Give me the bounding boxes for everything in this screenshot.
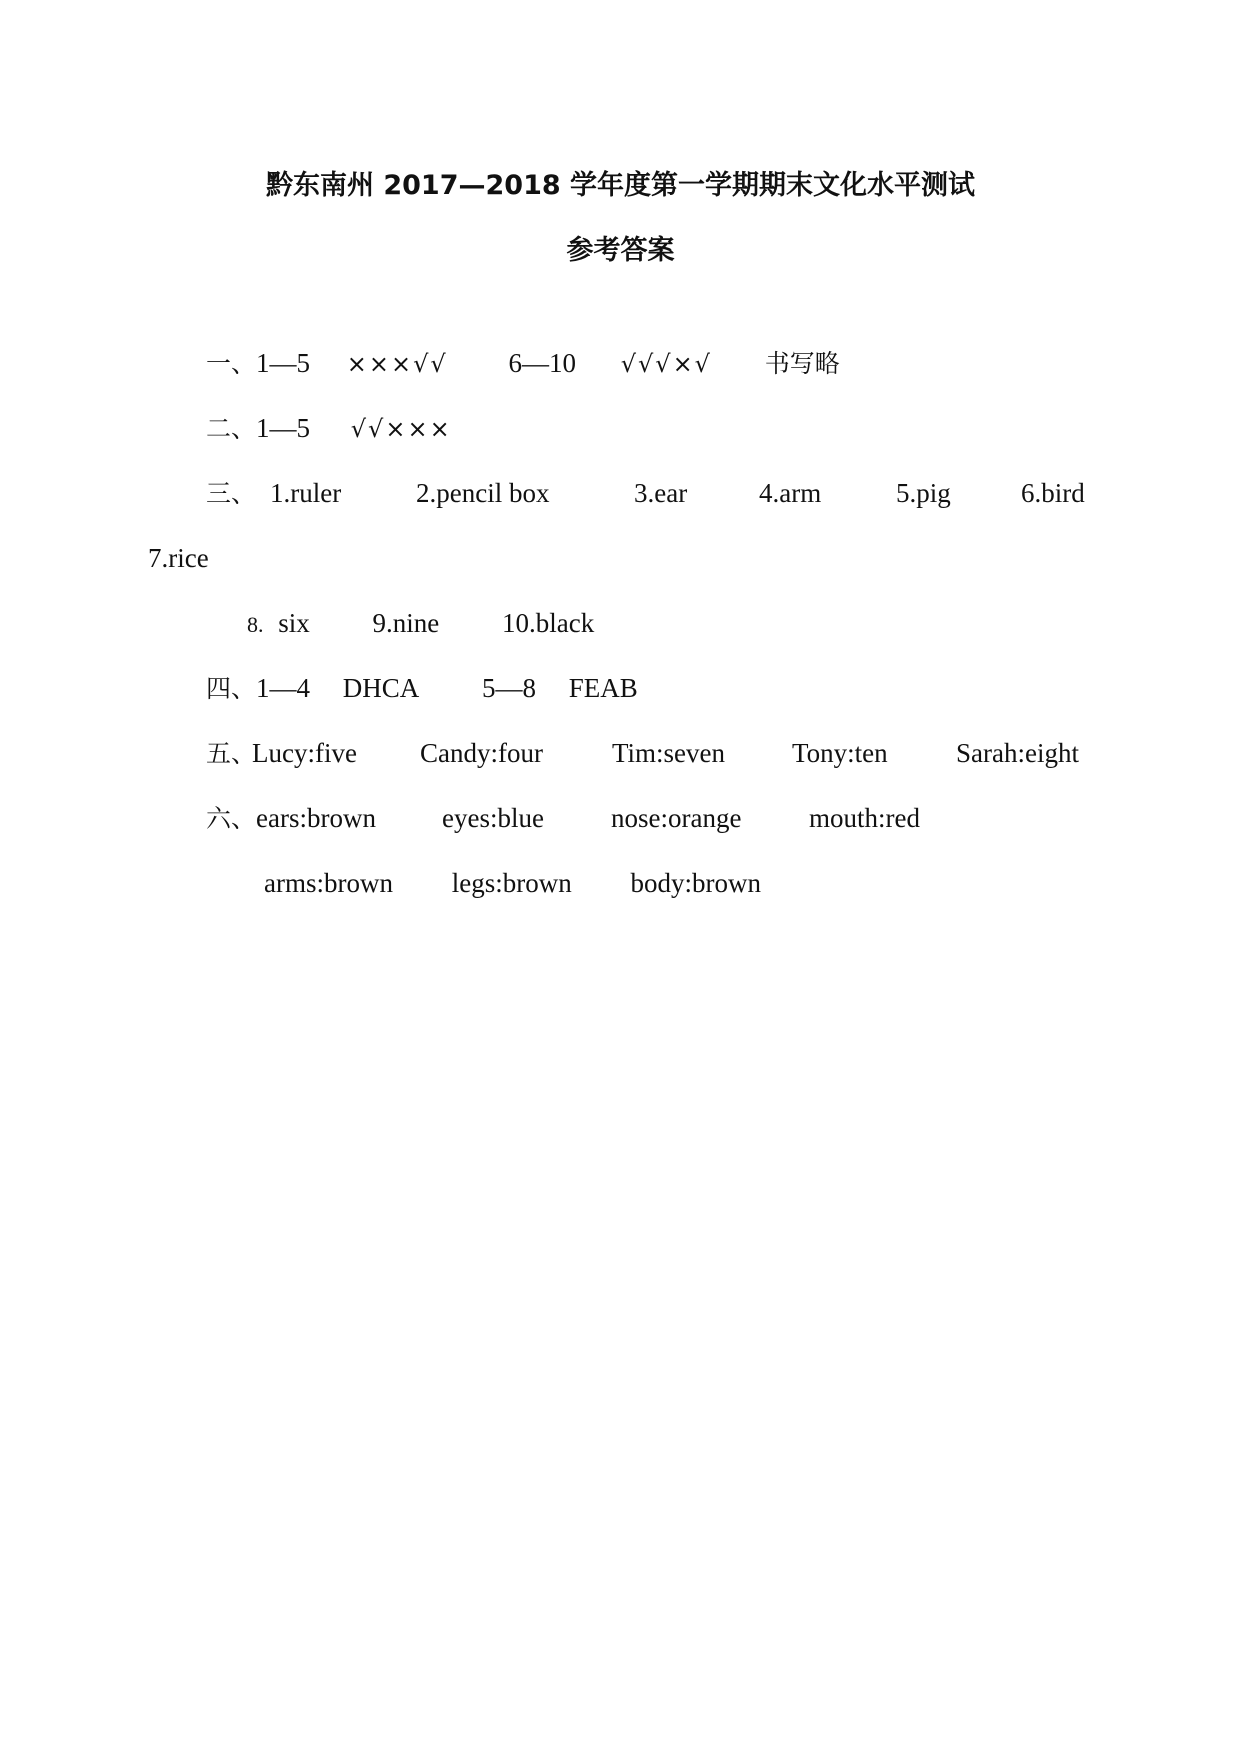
section-3-item-2: 2.pencil box [416,478,550,508]
section-6-item-2: eyes:blue [442,803,544,833]
section-5-item-4: Tony:ten [792,738,888,768]
section-6-row-2 [264,866,761,900]
section-3-row-1 [206,476,1085,511]
section-6-item-5: arms:brown [264,868,393,898]
section-4-answer-a: DHCA [342,673,420,703]
section-1-range-a: 1—5 [256,348,311,378]
section-4-range-b: 5—8 [482,673,537,703]
section-4-row [206,671,638,706]
section-1-label: 一、 [206,349,257,378]
section-4-range-a: 1—4 [256,673,311,703]
section-2-range-a: 1—5 [256,413,311,443]
section-2-label: 二、 [206,414,257,443]
section-3-item-3: 3.ear [634,478,688,508]
document-title: 黔东南州 2017—2018 学年度第一学期期末文化水平测试 [265,170,976,201]
section-4-answer-b: FEAB [568,673,638,703]
section-1-note: 书写略 [764,349,840,378]
section-5-row [206,736,1079,771]
section-3-item-8-word: six [278,608,310,638]
section-5-item-5: Sarah:eight [956,738,1079,768]
section-3-row-2 [148,541,209,575]
section-6-label: 六、 [206,804,257,833]
section-2-marks-a: √√××× [350,415,452,443]
section-3-item-1: 1.ruler [270,478,342,508]
section-2-row [206,411,452,446]
document-subtitle: 参考答案 [566,235,675,266]
section-3-item-9: 9.nine [372,608,440,638]
section-6-item-6: legs:brown [451,868,572,898]
section-3-item-6: 6.bird [1021,478,1085,508]
section-5-item-2: Candy:four [420,738,543,768]
section-1-marks-a: ×××√√ [346,350,448,378]
section-3-item-10: 10.black [502,608,595,638]
section-3-row-3 [247,606,594,642]
section-4-label: 四、 [206,674,257,703]
section-3-label: 三、 [206,479,257,508]
section-6-item-3: nose:orange [611,803,742,833]
section-1-range-b: 6—10 [508,348,576,378]
section-3-item-7: 7.rice [148,543,209,573]
section-6-row-1 [206,801,920,836]
section-3-item-4: 4.arm [759,478,822,508]
section-6-item-7: body:brown [630,868,761,898]
section-5-item-1: Lucy:five [252,738,357,768]
section-1-row [206,346,840,381]
section-3-item-5: 5.pig [896,478,951,508]
section-1-marks-b: √√√×√ [620,350,712,378]
section-3-item-8-number: 8. [247,612,264,637]
section-5-label: 五、 [206,739,257,768]
section-6-item-4: mouth:red [809,803,920,833]
section-6-item-1: ears:brown [256,803,376,833]
section-5-item-3: Tim:seven [612,738,726,768]
